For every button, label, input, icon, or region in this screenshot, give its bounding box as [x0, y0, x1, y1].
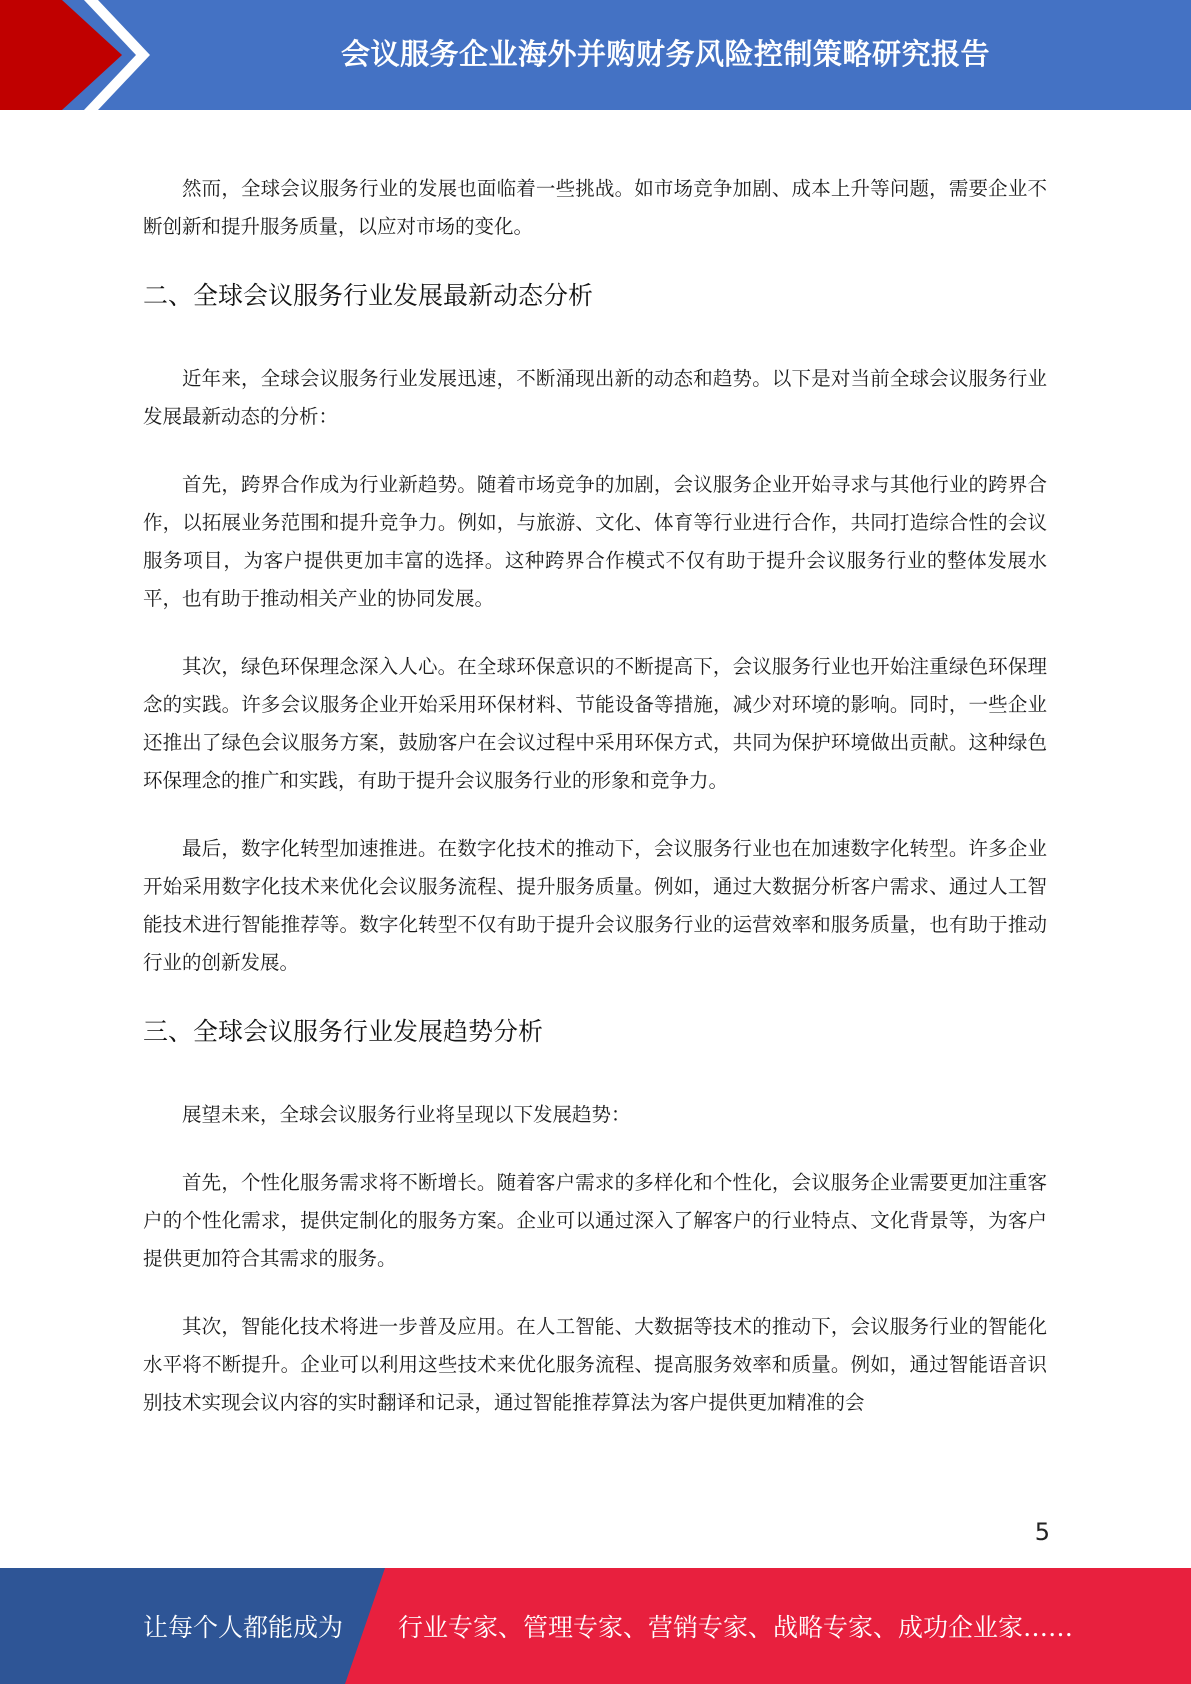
paragraph-intelligence: 其次，智能化技术将进一步普及应用。在人工智能、大数据等技术的推动下，会议服务行业的智能化水平将不断提升。企业可以利用这些技术来优化服务流程、提高服务效率和质量。例如，通过智能语音识别技术实现会议内容的实时翻译和记录，通过智能推荐算法为客户提供更加精准的会 [143, 1315, 1047, 1414]
paragraph-challenges: 然而，全球会议服务行业的发展也面临着一些挑战。如市场竞争加剧、成本上升等问题，需要企业不断创新和提升服务质量，以应对市场的变化。 [143, 177, 1047, 238]
paragraph-personalization: 首先，个性化服务需求将不断增长。随着客户需求的多样化和个性化，会议服务企业需要更加注重客户的个性化需求，提供定制化的服务方案。企业可以通过深入了解客户的行业特点、文化背景等，为客户提供更加符合其需求的服务。 [143, 1171, 1047, 1270]
section-heading-2: 二、全球会议服务行业发展最新动态分析 [143, 281, 594, 310]
paragraph-cross-industry: 首先，跨界合作成为行业新趋势。随着市场竞争的加剧，会议服务企业开始寻求与其他行业的跨界合作，以拓展业务范围和提升竞争力。例如，与旅游、文化、体育等行业进行合作，共同打造综合性的会议服务项目，为客户提供更加丰富的选择。这种跨界合作模式不仅有助于提升会议服务行业的整体发展水平，也有助于推动相关产业的协同发展。 [143, 473, 1047, 610]
page-number: 5 [1034, 1518, 1050, 1546]
footer-slogan-right: 行业专家、管理专家、营销专家、战略专家、成功企业家…… [398, 1613, 1074, 1642]
paragraph-intro-dynamics: 近年来，全球会议服务行业发展迅速，不断涌现出新的动态和趋势。以下是对当前全球会议服务行业发展最新动态的分析： [143, 367, 1047, 428]
header-band [0, 0, 1191, 110]
paragraph-outlook: 展望未来，全球会议服务行业将呈现以下发展趋势： [182, 1103, 631, 1126]
section-heading-3: 三、全球会议服务行业发展趋势分析 [143, 1017, 544, 1046]
header-red-chevron [0, 0, 150, 110]
paragraph-green: 其次，绿色环保理念深入人心。在全球环保意识的不断提高下，会议服务行业也开始注重绿色环保理念的实践。许多会议服务企业开始采用环保材料、节能设备等措施，减少对环境的影响。同时，一些企业还推出了绿色会议服务方案，鼓励客户在会议过程中采用环保方式，共同为保护环境做出贡献。这种绿色环保理念的推广和实践，有助于提升会议服务行业的形象和竞争力。 [143, 655, 1047, 792]
paragraph-digital: 最后，数字化转型加速推进。在数字化技术的推动下，会议服务行业也在加速数字化转型。许多企业开始采用数字化技术来优化会议服务流程、提升服务质量。例如，通过大数据分析客户需求、通过人工智能技术进行智能推荐等。数字化转型不仅有助于提升会议服务行业的运营效率和服务质量，也有助于推动行业的创新发展。 [143, 837, 1047, 974]
document-title: 会议服务企业海外并购财务风险控制策略研究报告 [340, 36, 990, 71]
footer-band [0, 1568, 1191, 1684]
footer-slogan-left: 让每个人都能成为 [143, 1613, 344, 1642]
document-body [143, 170, 1047, 1452]
